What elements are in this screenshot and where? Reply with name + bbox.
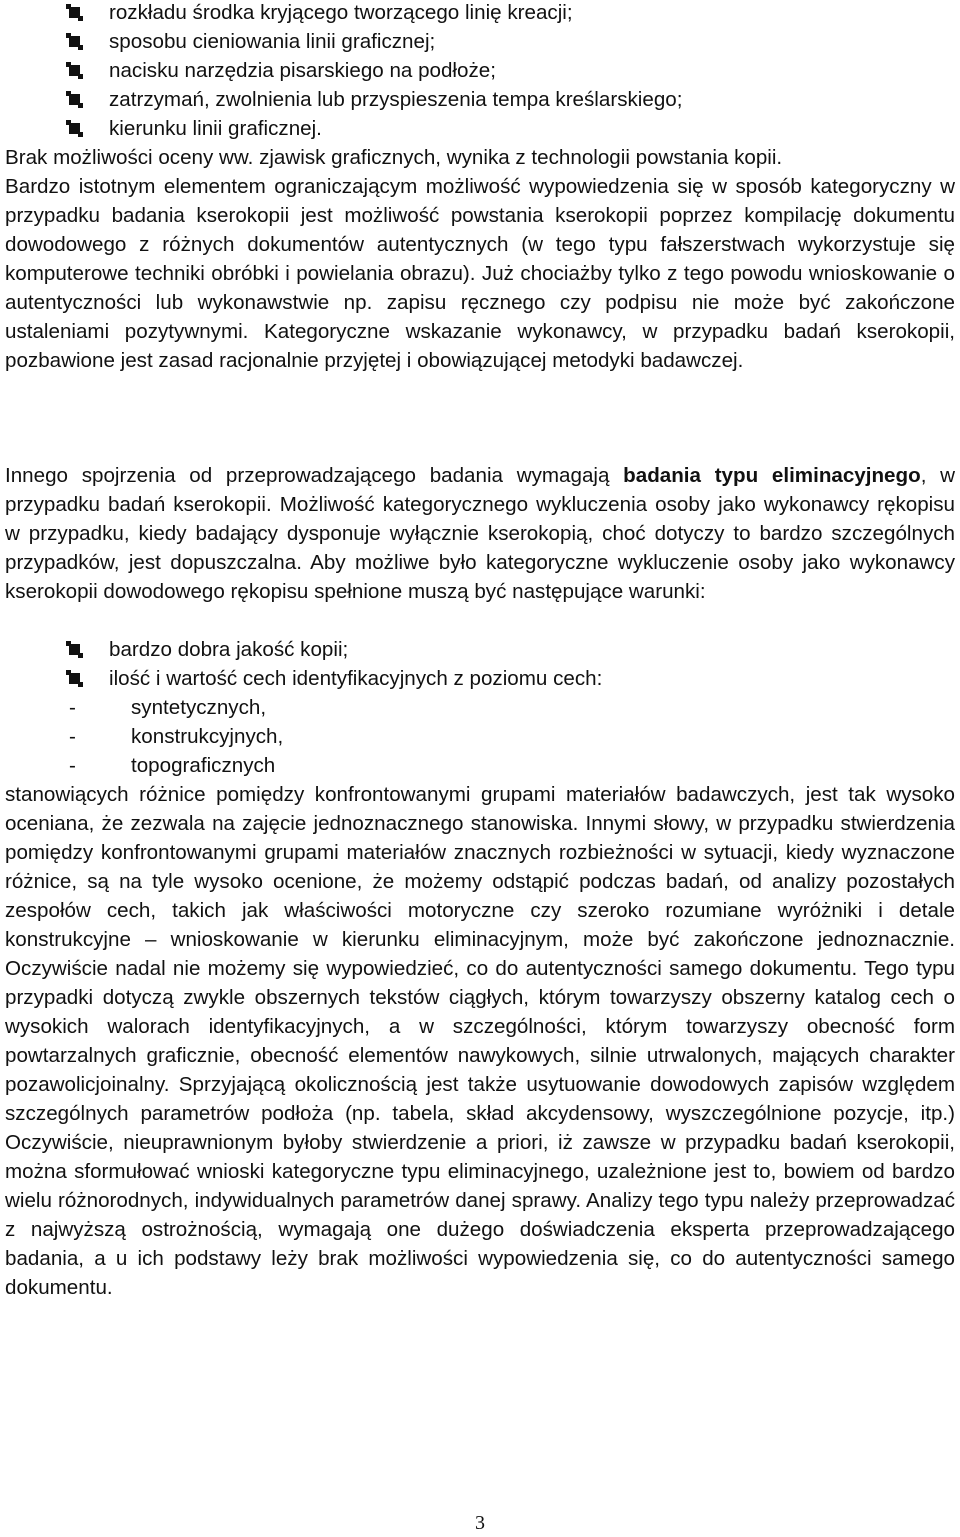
paragraph2 [5, 461, 955, 606]
list-item-text: sposobu cieniowania linii graficznej; [109, 30, 436, 53]
list-item-text: syntetycznych, [131, 696, 267, 719]
square-bullet-icon [69, 36, 80, 47]
list-item [5, 114, 955, 143]
square-bullet-icon [69, 94, 80, 105]
list-item [5, 664, 955, 693]
square-bullet-icon [69, 673, 80, 684]
square-bullet-icon [69, 123, 80, 134]
square-bullet-icon [69, 65, 80, 76]
paragraph2-bold: badania typu eliminacyjnego [623, 464, 921, 487]
list-item-text: kierunku linii graficznej. [109, 117, 322, 140]
conditions-list [5, 635, 955, 693]
paragraph2-rest: , w przypadku badań kserokopii. Możliwość kategorycznego wykluczenia osoby jako wykonawcy rękopisu w przypadku, kiedy badający dysponuje wyłącznie kserokopią, choć dotyczy to bardzo szczególnych przypadków, jest dopuszczalna. Aby możliwe było kategoryczne wykluczenie osoby jako wykonawcy kserokopii dowodowego rękopisu spełnione muszą być następujące warunki: [5, 464, 956, 603]
dash-marker: - [69, 725, 76, 748]
list-item-text: konstrukcyjnych, [131, 725, 284, 748]
list-item [5, 85, 955, 114]
list-item [5, 56, 955, 85]
feature-level-list [5, 693, 955, 780]
list-item-text: rozkładu środka kryjącego tworzącego linię kreacji; [109, 1, 573, 24]
paragraph1-body: Bardzo istotnym elementem ograniczającym możliwość wypowiedzenia się w sposób kategoryczny w przypadku badania kserokopii jest możliwość powstania kserokopii poprzez kompilację dokumentu dowodowego z różnych dokumentów autentycznych (w tego typu fałszerstwach wykorzystuje się komputerowe techniki obróbki i powielania obrazu). Już chociażby tylko z tego powodu wnioskowanie o autentyczności lub wykonawstwie np. zapisu ręcznego czy podpisu nie może być zakończone ustaleniami pozytywnymi. Kategoryczne wskazanie wykonawcy, w przypadku badań kserokopii, pozbawione jest zasad racjonalnie przyjętej i obowiązującej metodyki badawczej. [5, 175, 955, 372]
list-item-text: nacisku narzędzia pisarskiego na podłoże; [109, 59, 496, 82]
feature-list [5, 0, 955, 143]
square-bullet-icon [69, 7, 80, 18]
paragraph1-first-line: Brak możliwości oceny ww. zjawisk graficznych, wynika z technologii powstania kopii. [5, 146, 783, 169]
list-item-text: topograficznych [131, 754, 276, 777]
list-item [5, 27, 955, 56]
list-item [5, 635, 955, 664]
square-bullet-icon [69, 644, 80, 655]
list-item-text: bardzo dobra jakość kopii; [109, 638, 349, 661]
list-item [5, 0, 955, 27]
page-number: 3 [475, 1512, 485, 1534]
paragraph2-lead: Innego spojrzenia od przeprowadzającego badania wymagają [5, 464, 624, 487]
paragraph3: stanowiących różnice pomiędzy konfrontowanymi grupami materiałów badawczych, jest tak wysoko oceniana, że zezwala na zajęcie jednoznacznego stanowiska. Innymi słowy, w przypadku stwierdzenia pomiędzy konfrontowanymi grupami materiałów znacznych rozbieżności w sytuacji, kiedy wyznaczone różnice, są na tyle wysoko ocenione, że możemy odstąpić podczas badań, od analizy pozostałych zespołów cech, takich jak właściwości motoryczne czy szeroko rozumiane wyróżniki i detale konstrukcyjne – wnioskowanie w kierunku eliminacyjnym, może być zakończone jednoznacznie. Oczywiście nadal nie możemy się wypowiedzieć, co do autentyczności samego dokumentu. Tego typu przypadki dotyczą zwykle obszernych tekstów ciągłych, którym towarzyszy obszerny katalog cech o wysokich walorach identyfikacyjnych, a w szczególności, którym towarzyszy obecność form powtarzalnych graficznie, obecność elementów nawykowych, silnie utrwalonych, mających charakter pozawolicjoinalny. Sprzyjającą okolicznością jest także usytuowanie dowodowych zapisów względem szczególnych parametrów podłoża (np. tabela, skład akcydensowy, wyszczególnione pozycje, itp.) Oczywiście, nieuprawnionym byłoby stwierdzenie a priori, iż zawsze w przypadku badań kserokopii, można sformułować wnioski kategoryczne typu eliminacyjnego, uzależnione jest to, bowiem od bardzo wielu różnorodnych, indywidualnych parametrów danej sprawy. Analizy tego typu należy przeprowadzać z najwyższą ostrożnością, wymagają one dużego doświadczenia eksperta przeprowadzającego badania, a u ich podstawy leży brak możliwości wypowiedzenia się, co do autentyczności samego dokumentu. [5, 783, 955, 1299]
list-item-text: zatrzymań, zwolnienia lub przyspieszenia tempa kreślarskiego; [109, 88, 683, 111]
list-item [5, 693, 955, 722]
list-item [5, 722, 955, 751]
list-item-text: ilość i wartość cech identyfikacyjnych z poziomu cech: [109, 667, 603, 690]
dash-marker: - [69, 696, 76, 719]
list-item [5, 751, 955, 780]
dash-marker: - [69, 754, 76, 777]
